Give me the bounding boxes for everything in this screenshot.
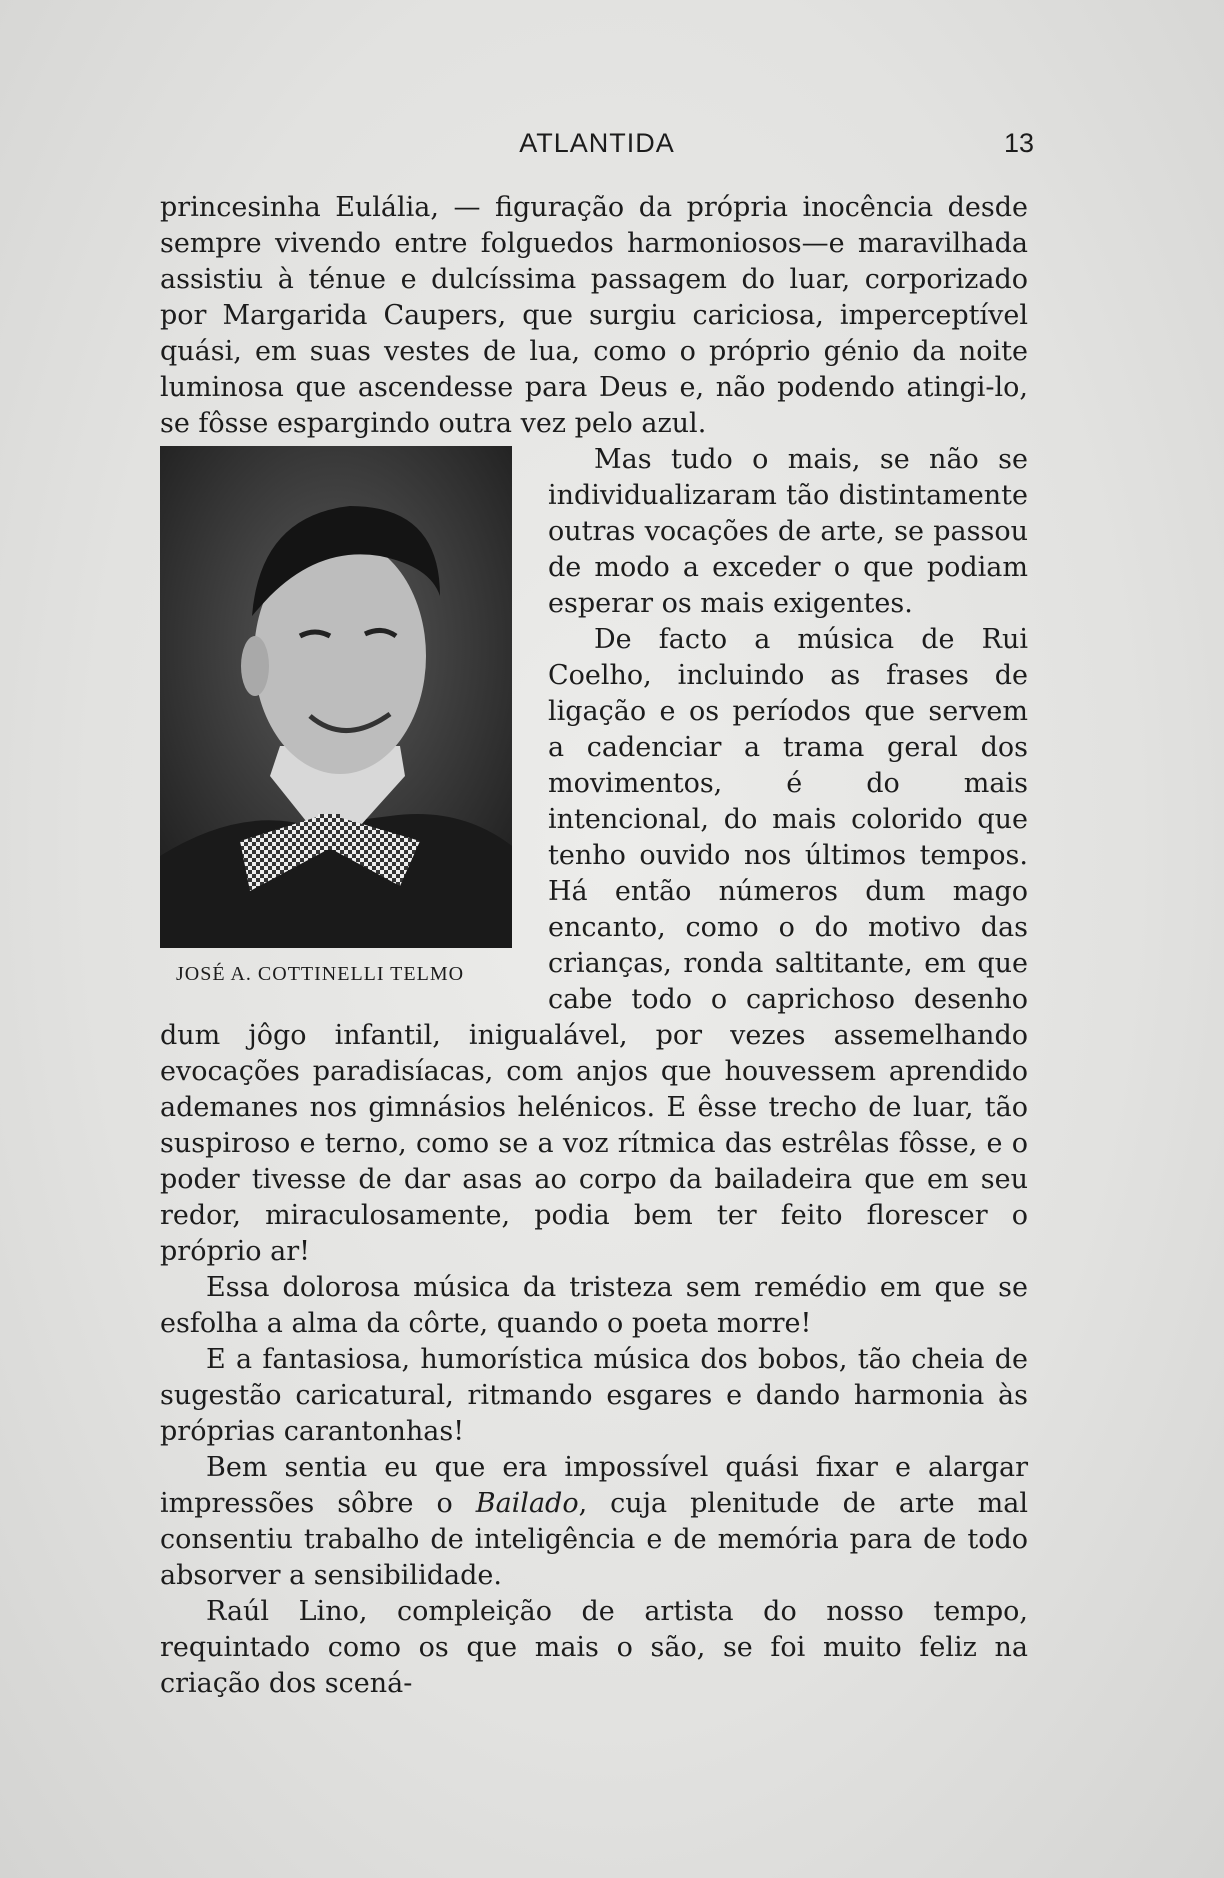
paragraph-6 bbox=[160, 1450, 1028, 1594]
portrait-photo bbox=[160, 446, 512, 948]
page-header bbox=[160, 128, 1034, 168]
body-text bbox=[160, 190, 1028, 1702]
paragraph-7: Raúl Lino, compleição de artista do nosso tempo, requintado como os que mais o são, se foi muito feliz na criação dos scená- bbox=[160, 1596, 1028, 1699]
paragraph-5: E a fantasiosa, humorística música dos bobos, tão cheia de sugestão caricatural, ritmando esgares e dando harmonia às próprias carantonhas! bbox=[160, 1344, 1028, 1447]
paragraph-6-after: , cuja plenitude de arte mal consentiu trabalho de inteligência e de memória para de todo absorver a sensibilidade. bbox=[160, 1488, 1028, 1591]
bailado-title: Bailado bbox=[475, 1488, 579, 1519]
paragraph-3: De facto a música de Rui Coelho, incluindo as frases de ligação e os períodos que servem a cadenciar a trama geral dos movimentos, é do mais intencional, do mais colorido que tenho ouvido nos últimos tempos. Há então números dum mago encanto, como o do motivo das crianças, ronda saltitante, em que cabe todo o caprichoso desenho dum jôgo infantil, inigualável, por vezes assemelhando evocações paradisíacas, com anjos que houvessem aprendido ademanes nos gimnásios helénicos. E êsse trecho de luar, tão suspiroso e terno, como se a voz rítmica das estrêlas fôsse, e o poder tivesse de dar asas ao corpo da bailadeira que em seu redor, miraculosamente, podia bem ter feito florescer o próprio ar! bbox=[160, 624, 1028, 1267]
paragraph-6-before: Bem sentia eu que era impossível quási fixar e alargar impressões sôbre o bbox=[160, 1452, 1028, 1519]
paragraph-2: Mas tudo o mais, se não se individualizaram tão distintamente outras vocações de arte, se passou de modo a exceder o que podiam esperar os mais exigentes. bbox=[548, 444, 1028, 619]
running-title: ATLANTIDA bbox=[519, 128, 675, 158]
portrait-figure bbox=[160, 446, 516, 986]
portrait-illustration bbox=[160, 446, 512, 948]
paragraph-4: Essa dolorosa música da tristeza sem remédio em que se esfolha a alma da côrte, quando o poeta morre! bbox=[160, 1272, 1028, 1339]
paragraph-1: princesinha Eulália, — figuração da própria inocência desde sempre vivendo entre folguedos harmoniosos—e maravilhada assistiu à ténue e dulcíssima passagem do luar, corporizado por Margarida Caupers, que surgiu cariciosa, imperceptível quási, em suas vestes de lua, como o próprio génio da noite luminosa que ascendesse para Deus e, não podendo atingi-lo, se fôsse espargindo outra vez pelo azul. bbox=[160, 192, 1028, 439]
page-number: 13 bbox=[1003, 128, 1034, 158]
portrait-caption: JOSÉ A. COTTINELLI TELMO bbox=[176, 963, 465, 985]
